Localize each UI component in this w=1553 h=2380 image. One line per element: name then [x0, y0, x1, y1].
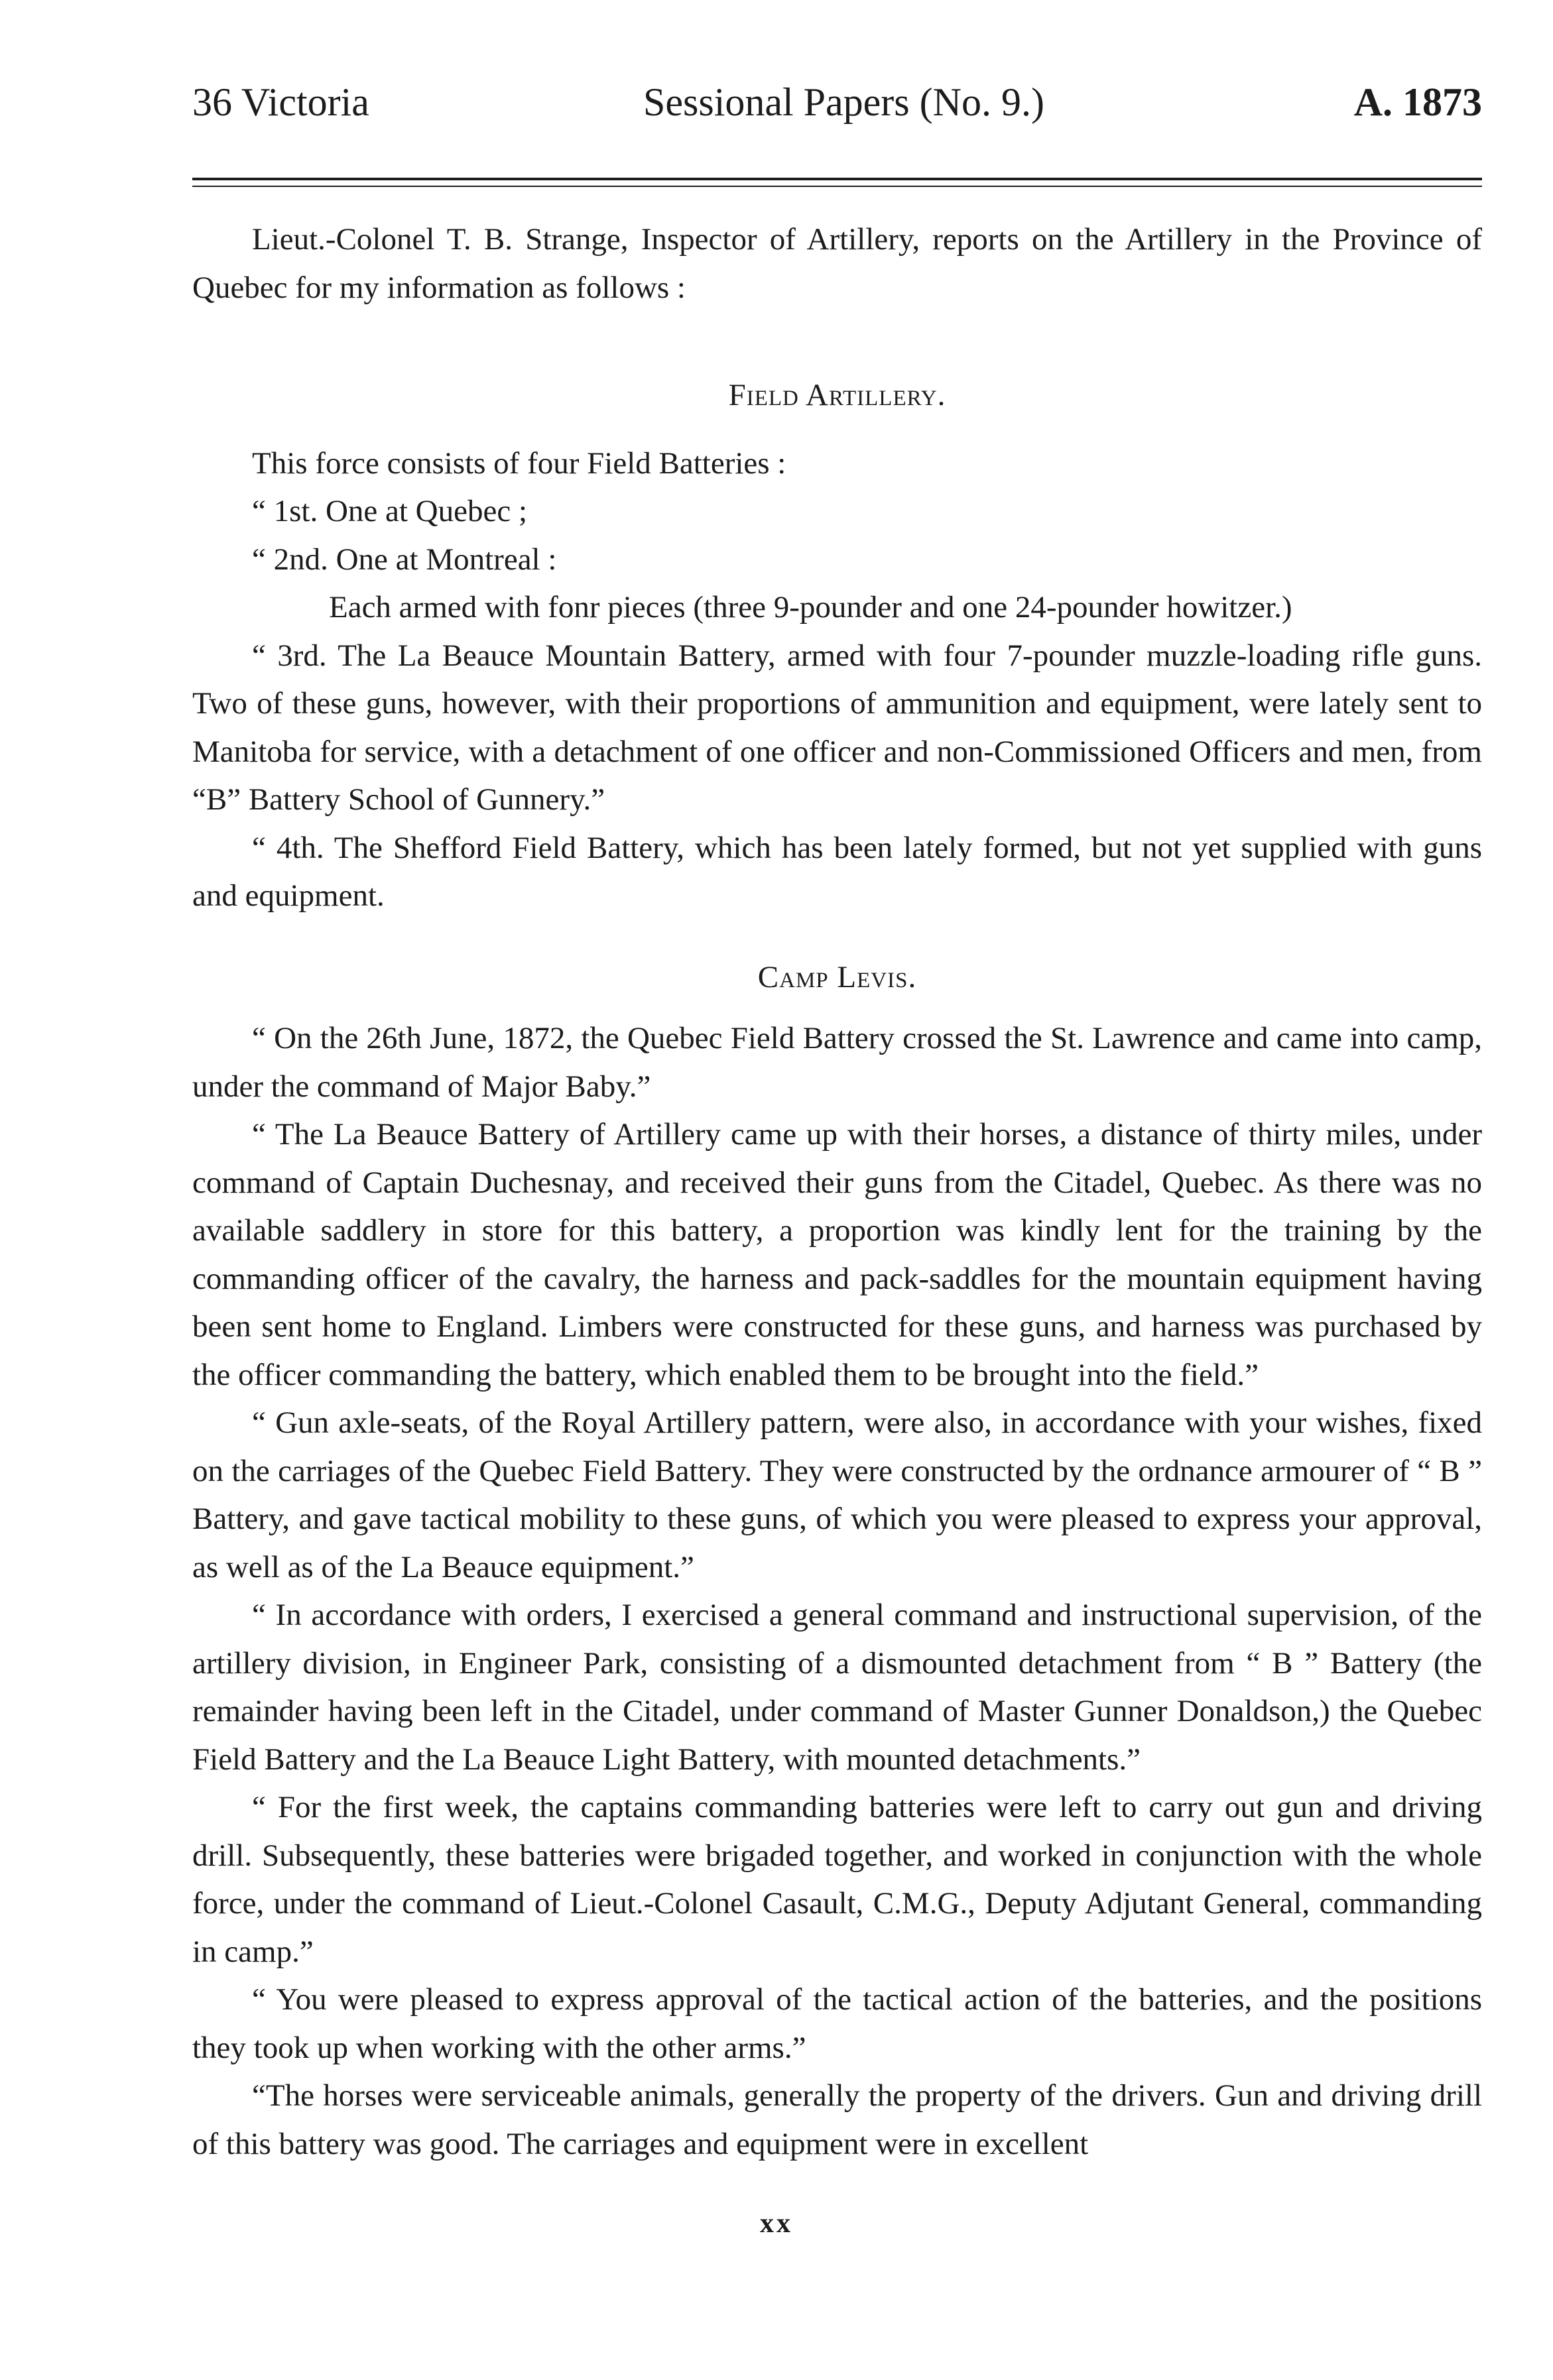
paragraph: “ The La Beauce Battery of Artillery came up with their horses, a distance of thirty miles, under command of Captain Duchesnay, and received their guns from the Citadel, Quebec. As there was no available saddlery in store for this battery, a proportion was kindly lent for the training by the commanding officer of the cavalry, the harness and pack-saddles for the mountain equipment having been sent home to England. Limbers were constructed for these guns, and harness was purchased by the officer commanding the battery, which enabled them to be brought into the field.”	[192, 1117, 1482, 1392]
paragraph: “The horses were serviceable animals, generally the property of the drivers. Gun and driving drill of this battery was good. The carriages and equipment were in excellent	[192, 2078, 1482, 2161]
page-footer-signature: xx	[760, 2208, 793, 2239]
header-year: A. 1873	[1353, 80, 1482, 124]
paragraph: Each armed with fonr pieces (three 9-pounder and one 24-pounder howitzer.)	[329, 590, 1292, 625]
paragraph: “ 4th. The Shefford Field Battery, which has been lately formed, but not yet supplied with guns and equipment.	[192, 830, 1482, 913]
section-heading: Field Artillery.	[728, 378, 946, 412]
paragraph: “ Gun axle-seats, of the Royal Artillery pattern, were also, in accordance with your wishes, fixed on the carriages of the Quebec Field Battery. They were constructed by the ordnance armourer of “ B ” Battery, and gave tactical mobility to these guns, of which you were pleased to express your approval, as well as of the La Beauce equipment.”	[192, 1405, 1482, 1584]
paragraph: Lieut.-Colonel T. B. Strange, Inspector of Artillery, reports on the Artillery in the Province of Quebec for my information as follows :	[192, 222, 1482, 305]
paragraph: “ 1st. One at Quebec ;	[252, 494, 528, 528]
paragraph: This force consists of four Field Batteries :	[252, 446, 786, 481]
section-heading: Camp Levis.	[757, 959, 917, 994]
document-body	[192, 215, 1482, 2168]
paragraph: “ 2nd. One at Montreal :	[252, 542, 557, 577]
paragraph: “ On the 26th June, 1872, the Quebec Field Battery crossed the St. Lawrence and came into camp, under the command of Major Baby.”	[192, 1021, 1482, 1104]
header-session: 36 Victoria	[192, 80, 369, 124]
paragraph: “ You were pleased to express approval of the tactical action of the batteries, and the positions they took up when working with the other arms.”	[192, 1982, 1482, 2065]
page-header	[192, 80, 1482, 139]
header-sessional-papers: Sessional Papers (No. 9.)	[643, 80, 1044, 124]
header-rule-thin	[192, 186, 1482, 187]
paragraph: “ In accordance with orders, I exercised a general command and instructional supervision, of the artillery division, in Engineer Park, consisting of a dismounted detachment from “ B ” Battery (the remainder having been left in the Citadel, under command of Master Gunner Donaldson,) the Quebec Field Battery and the La Beauce Light Battery, with mounted detachments.”	[192, 1598, 1482, 1777]
paragraph: “ For the first week, the captains commanding batteries were left to carry out gun and driving drill. Subsequently, these batteries were brigaded together, and worked in conjunction with the whole force, under the command of Lieut.-Colonel Casault, C.M.G., Deputy Adjutant General, commanding in camp.”	[192, 1790, 1482, 1969]
header-rule-thick	[192, 178, 1482, 180]
paragraph: “ 3rd. The La Beauce Mountain Battery, armed with four 7-pounder muzzle-loading rifle guns. Two of these guns, however, with their proportions of ammunition and equipment, were lately sent to Manitoba for service, with a detachment of one officer and non-Commissioned Officers and men, from “B” Battery School of Gunnery.”	[192, 638, 1482, 817]
